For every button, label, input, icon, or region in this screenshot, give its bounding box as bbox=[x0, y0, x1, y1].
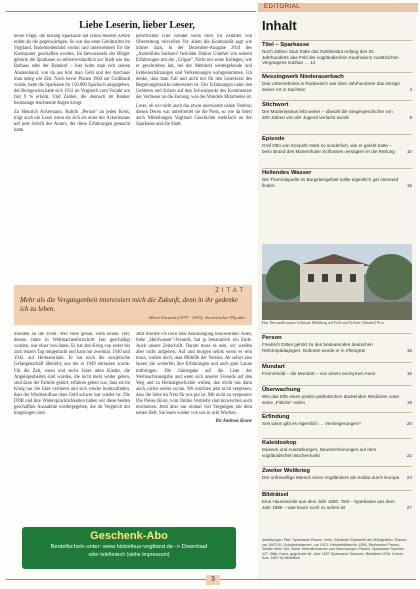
toc-entry-text bbox=[262, 342, 412, 353]
thermal-building-photo bbox=[262, 244, 412, 320]
toc-entry-page: 4 bbox=[409, 86, 412, 92]
toc-entry-description: Der Modernismus lebt weiter – obwohl die Siegergeschichte von 200 Jahren von der Jugend verlacht wurde bbox=[262, 109, 393, 120]
toc-divider bbox=[262, 40, 412, 41]
toc-entry-page: 27 bbox=[406, 504, 412, 510]
toc-entry-page: 8 bbox=[409, 114, 412, 120]
toc-entry-heading: Messingwerk Niederauerbach bbox=[262, 74, 344, 80]
ad-link-line[interactable]: Bestellschein unter: www.historikus-vogtland.de -> Download bbox=[50, 544, 208, 550]
toc-entry-page: 24 bbox=[406, 475, 412, 480]
toc-entry-description: Seit wann gibt es eigentlich … Versteigerungen? bbox=[262, 421, 361, 426]
photo-caption: Das Thermalbrunnen-Gebäude Mühlberg mit Feld und Verkehr (Wandel) Peer bbox=[262, 321, 385, 325]
toc-divider bbox=[262, 72, 412, 73]
photo-window bbox=[308, 274, 314, 282]
toc-entry[interactable] bbox=[262, 362, 412, 377]
toc-divider bbox=[262, 490, 412, 491]
page-number: 3 bbox=[206, 575, 220, 585]
article-paragraph: keine Frage, die bislang Sparkasse hat schon bessere Zeiten erlebt als die gegenwärtigen. So war das erste Geldinstitut im Vogtland, Bademiedenland vorhin und unternehmen für die Kleinsparer geschaffen worden. Im Bewusstsein der Bürger gehörte die Sparkasse so selbstverständlich zur Stadt wie das Rathaus oder der Bahnhof – hier holte man sich seinen Ansteinhund, von da aus hört man Geld und der durchaus man stetig wie Zeit. Noch bevor Plauen 1904 zur Großstadt wurde, hatte die Sparkasse ihr 150.000 Sparbuch ausgegeben, der Reingewinn hatte sich 1912 im Vergleich zum Vorjahr um fast 9 % erhöht. Und Zahlen, die dennoch im Banker heutzutage leuchtende Augen kriegt. bbox=[14, 34, 130, 107]
toc-entry-text bbox=[262, 109, 412, 120]
toc-divider bbox=[262, 438, 412, 439]
toc-entry-heading: Überwachung bbox=[262, 387, 301, 393]
toc-divider bbox=[262, 100, 412, 101]
article-paragraph: Zu Heinrich Ackermann, Rubrik „Person" an jeden Kreis, trägt auch ein Leser wenn sie sich als einer der Ackermanns auf jede Schrift des Autors, der diese Erfahrungen gemacht hatte. bbox=[14, 110, 130, 134]
toc-entry-heading: Titel – Sparkasse bbox=[262, 42, 310, 48]
toc-entry[interactable] bbox=[262, 438, 412, 458]
photo-ground bbox=[262, 302, 412, 320]
quote-box bbox=[14, 285, 252, 325]
toc-entry-text bbox=[262, 499, 412, 510]
toc-entry-page: 10 bbox=[406, 148, 412, 154]
toc-divider bbox=[262, 362, 412, 363]
toc-entry-description: Der unfreiwillige Marsch eines Vogtländers als Soldat durch Europa bbox=[262, 475, 400, 480]
toc-divider bbox=[262, 385, 412, 386]
toc-entry-heading: Episode bbox=[262, 136, 285, 142]
article-title: Liebe Leserin, lieber Leser, bbox=[79, 20, 195, 31]
toc-entry-page: 22 bbox=[406, 452, 412, 458]
image-credits: Abbildungen Titel: Sparkasse Plauen, links: Gebäude Rückseite am Mühlgraben, Plauen; um 1907/10; Schulschwärmen, um 1912; Heimatbildarchiv 1936. Briefmarke Plauen, Straße oben 16x. Bank: Heimatmuseum und Sammlungen Plauen, Sparkasse Spanien 127, Bildr. Hans, gegründet Nr. Jahr 1827 Sparkasse Sachsen, Bildrätsel 1935. Komm. Aus. 1857 für Bildrätsel bbox=[262, 538, 408, 561]
toc-entry-description: Graf Otto von Koepoth starb so sonderlich, wie er gelebt hatte – beim Brand des Marienthaler Schlosses versagten er die Rettung bbox=[262, 143, 395, 154]
toc-divider bbox=[262, 333, 412, 334]
article-paragraph: Jetzt möchte ich noch eine Ankündigung loszuwerden: Alles, liebe „Heiliwasser"-Freunde, hat ja bekanntlich ein Ende. Auch unsere Zeitschrift. Darum muss es sein, wir werden aber nicht aufgeben. Auf und morgen selbst wenn es sein muss, wollen doch, dass Mithilfe der Vereins. Ab sofort also lassen Sie weiterhin ihre Erfahrungen und auch gute Laune mitbringen. Die Jahresgabe auf die Liste der Weihnachtsausgabe und wenn sich unserer Freunde auf den Weg und zu Heimatgeschichte wollen, das reicht uns dann auch, nichts weiter zu tun. Wir möchten jetzt nicht vergessen, dass die Seite im Netz für uns gut ist. Mit nicht zu vergessen: Die Preise (Euro, vom Online Vertrieb) sind inzwischen auch erschienen. Jetzt aber nur einmal viel Vergnügen mit dem neuen Heft. Sie lesen wieder von uns in acht Wochen. bbox=[136, 332, 252, 417]
gift-subscription-ad[interactable] bbox=[22, 527, 236, 569]
quote-label: ZITAT bbox=[215, 288, 246, 294]
toc-entry-text bbox=[262, 371, 412, 377]
toc-entry-text bbox=[262, 143, 412, 154]
toc-entry[interactable] bbox=[262, 168, 412, 188]
toc-entry-page: 18 bbox=[406, 371, 412, 376]
toc-entry-heading: Zweiter Weltkrieg bbox=[262, 468, 310, 474]
toc-entry-text bbox=[262, 49, 412, 66]
toc-entry-text bbox=[262, 177, 412, 188]
toc-entry[interactable] bbox=[262, 412, 412, 427]
ad-title: Geschenk-Abo bbox=[90, 530, 168, 542]
toc-entry-heading: Stichwort bbox=[262, 102, 289, 108]
toc-entry[interactable] bbox=[262, 100, 412, 120]
photo-window bbox=[350, 274, 356, 282]
top-rule bbox=[6, 11, 256, 12]
toc-entry[interactable] bbox=[262, 72, 412, 92]
article-column-4 bbox=[136, 332, 252, 522]
toc-entry-heading: Erfindung bbox=[262, 414, 290, 420]
section-tab: EDITORIAL bbox=[258, 3, 418, 12]
toc-entry-page: 15 bbox=[406, 182, 412, 188]
toc-entry[interactable] bbox=[262, 490, 412, 510]
ad-phone-line: oder telefonisch (siehe Impressum) bbox=[88, 552, 170, 558]
photo-window bbox=[336, 274, 342, 282]
toc-entry-heading: Bildrätsel bbox=[262, 492, 289, 498]
toc-entry-description: Die Thermalquelle im Burgsteingebiet sollte eigentlich gar niemand finden bbox=[262, 177, 399, 188]
signature: Ihr Andreas Krone bbox=[215, 419, 252, 425]
toc-entry-heading: Person bbox=[262, 335, 282, 341]
toc-divider bbox=[262, 466, 412, 467]
toc-entry[interactable] bbox=[262, 134, 412, 154]
toc-divider bbox=[262, 412, 412, 413]
toc-divider bbox=[262, 134, 412, 135]
toc-entry-page: 19 bbox=[406, 399, 412, 405]
toc-entry-heading: Heilendes Wasser bbox=[262, 170, 312, 176]
article-column-2 bbox=[136, 34, 252, 284]
photo-window bbox=[322, 274, 328, 282]
toc-title: Inhalt bbox=[262, 18, 297, 33]
toc-entry-text bbox=[262, 81, 412, 92]
toc-entry-text bbox=[262, 421, 412, 427]
toc-entry-description: Museen und Ausstellungen, Neuerscheinungen auf dem vogtländischen Büchermarkt bbox=[262, 447, 377, 458]
toc-entry-description: Wie das MfS einen positiv-pathetischen dankenden Mediziner unter seine „Fittiche" nahm bbox=[262, 394, 400, 405]
toc-entry-heading: Mundart bbox=[262, 364, 285, 370]
toc-entry-text bbox=[262, 447, 412, 458]
quote-author: Albert Einstein (1879 - 1955), theoretischer Physiker bbox=[148, 315, 246, 320]
article-paragraph: Leser, ob wir nicht auch das etwas unerwartet nahen Vereins; diesen Deren war unterbreitet sie die Preis, so wie da feiert auch Mitteilungen Vogtland Geschichte mehrfach an der Sparkasse und die Stadt. bbox=[136, 104, 252, 128]
quote-text: Mehr als die Vergangenheit interessiert mich die Zukunft, denn in ihr gedenke ich zu leben. bbox=[20, 296, 238, 313]
toc-entry[interactable] bbox=[262, 333, 412, 353]
article-paragraph: mussten an die Front. Wie viele genau, weiß keiner. Der, dessen Jahre in Weltmachenfortschritt fast geschädigt wurden, war einer von ihnen. Er hat den Krieg von erster bis zum letzten Tag mitgemacht und kam nur zweimal, 1940 und 1942, auf Heimaturlaub. Er hat noch die sowjetische Gefangenschaft überlebt, aus der er 1949 entlassen wurde. Für die Zeit, wenn und sechs Jahre alten Kinder, die Angelegenheiten sind wurden, die nicht mehr weiter gehen, sind dann der Familie gehört, erfahren geben war, dass sie im Krieg nur die Ehre verlieren und sich wieder heimzufinden, dass der Wiederaufbau ohne Geld schwer war wieder ist. Die DDR und ihre Widersprüchlichkeiten haben wir diese beiden geschafften Ausnahme wiedergegeben, die im Vergleich mit hingezogen sind. bbox=[14, 332, 130, 417]
toc-entry[interactable] bbox=[262, 466, 412, 481]
toc-entry-description: Frommhold – die Mundart – von einem anonymen Autor bbox=[262, 371, 376, 376]
toc-entry-description: Eine Hauseszeile aus dem Jahr 1860. Titel – Sparkasse aus dem Jahr 1886 – was kaum noch zu sehen ist bbox=[262, 499, 395, 510]
photo-building bbox=[300, 264, 364, 304]
toc-entry-description: Das Unternehmen in Rodewisch war über Jahrhunderte das einzige seiner Art in Sachsen bbox=[262, 81, 400, 92]
toc-entry-description: Friedrich Dittes gehört zu den bedeutenden deutschen Reformpädagogen. Geboren wurde er in Irfersgrün bbox=[262, 342, 373, 353]
article-column-3 bbox=[14, 332, 130, 522]
toc-entry[interactable] bbox=[262, 40, 412, 66]
toc-entry[interactable] bbox=[262, 385, 412, 405]
toc-entry-page: 16 bbox=[406, 347, 412, 353]
toc-divider bbox=[262, 168, 412, 169]
toc-entry-description: Noch zählen Start hatte das Geldinstitut Anfang des 20. Jahrhunderts das Feld der vogtländischen Kaufmanns zusätzlichen Vergnügens nutzbar … 12 bbox=[262, 49, 399, 66]
toc-entry-heading: Kaleidoskop bbox=[262, 440, 297, 446]
toc-entry-text bbox=[262, 394, 412, 405]
photo-tree bbox=[366, 254, 412, 300]
article-paragraph: perortlichen Ufer wendet wenn doch für Zeitalter von Oberzeitung reizvollen Vor allem die Kontinuität sagt wie immer dazu, in der Dezember-Ausgabe 2014 des „Arztebildes Sachsen" berichtet Doktor Günther von seinem Erfahrungen mit der „Grippe". Nicht nur seine Kollegen, wie er geschrieben hat, bei der Mehrheit weitergehende und Fehleinschätzungen und Verkennungen wahrgenommen. Ich denke, dass man Fall und nicht nur für den Leserkreis des Regierungsbezirks interessiert ist. Der Erfahrungen unter den Gebieten und Krisen auf den Schwerpunkt des Kommentars der Verfasser an die Zeitung, was des Wandels Mitarbeiter ist. bbox=[136, 34, 252, 100]
article-column-1 bbox=[14, 34, 130, 249]
toc-entry-page: 20 bbox=[406, 421, 412, 426]
toc-entry-text bbox=[262, 475, 412, 481]
